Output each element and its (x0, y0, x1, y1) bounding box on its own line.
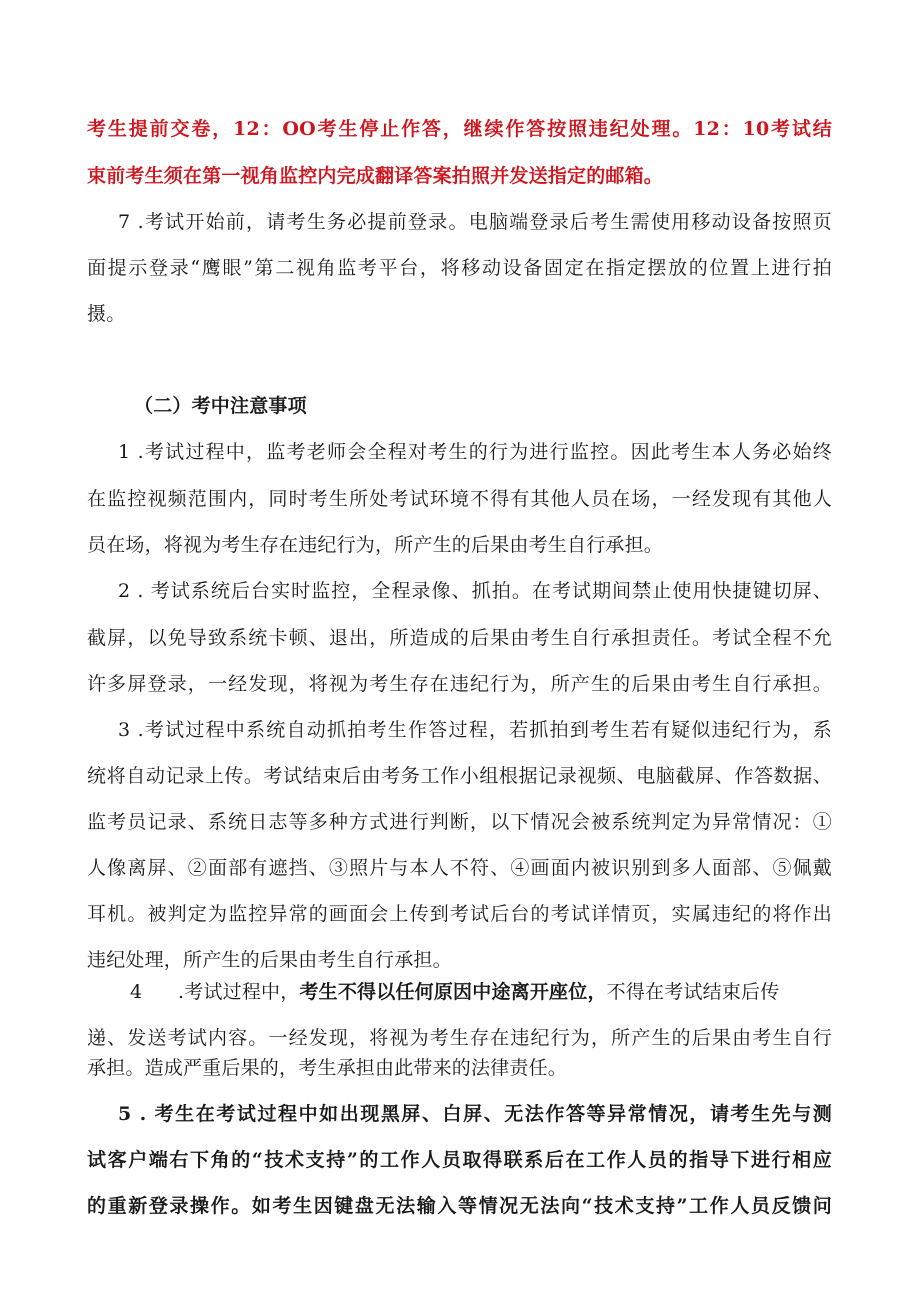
item-5-line-1: 5 . 考生在考试过程中如出现黑屏、白屏、无法作答等异常情况，请考生先与测 (118, 1103, 832, 1125)
item-4-line-1 (178, 980, 779, 1004)
item-4-bold-rule: 考生不得以任何原因中途离开座位， (299, 981, 607, 1003)
section-heading: （二）考中注意事项 (134, 395, 307, 417)
item-5-line-2: 试客户端右下角的“技术支持”的工作人员取得联系后在工作人员的指导下进行相应 (87, 1149, 832, 1171)
red-notice-line-1: 考生提前交卷，12：OO考生停止作答，继续作答按照违纪处理。12：10考试结 (87, 118, 832, 140)
item-1-line-2: 在监控视频范围内，同时考生所处考试环境不得有其他人员在场，一经发现有其他人 (87, 488, 832, 510)
item-3-line-6: 违纪处理，所产生的后果由考生自行承担。 (87, 949, 452, 971)
item-7-line-3: 摄。 (87, 303, 126, 325)
item-4-number: 4 (130, 981, 143, 1003)
item-3-line-1: 3 .考试过程中系统自动抓拍考生作答过程，若抓拍到考生若有疑似违纪行为，系 (118, 719, 832, 741)
item-4-line-2: 递、发送考试内容。一经发现，将视为考生存在违纪行为，所产生的后果由考生自行 (87, 1027, 832, 1049)
item-7-line-2: 面提示登录“鹰眼”第二视角监考平台，将移动设备固定在指定摆放的位置上进行拍 (87, 257, 832, 279)
item-3-line-3: 监考员记录、系统日志等多种方式进行判断，以下情况会被系统判定为异常情况：① (87, 811, 832, 833)
item-1-line-1: 1 .考试过程中，监考老师会全程对考生的行为进行监控。因此考生本人务必始终 (118, 441, 832, 463)
item-4-prefix: .考试过程中， (178, 981, 300, 1003)
item-1-line-3: 员在场，将视为考生存在违纪行为，所产生的后果由考生自行承担。 (87, 534, 664, 556)
item-3-line-5: 耳机。被判定为监控异常的画面会上传到考试后台的考试详情页，实属违纪的将作出 (87, 903, 832, 925)
item-4-line-3: 承担。造成严重后果的，考生承担由此带来的法律责任。 (87, 1057, 568, 1079)
item-2-line-1: 2 . 考试系统后台实时监控，全程录像、抓拍。在考试期间禁止使用快捷键切屏、 (118, 580, 832, 602)
item-2-line-2: 截屏，以免导致系统卡顿、退出，所造成的后果由考生自行承担责任。考试全程不允 (87, 627, 832, 649)
item-3-line-2: 统将自动记录上传。考试结束后由考务工作小组根据记录视频、电脑截屏、作答数据、 (87, 765, 832, 787)
item-5-line-3: 的重新登录操作。如考生因键盘无法输入等情况无法向“技术支持”工作人员反馈问 (87, 1195, 832, 1217)
item-3-line-4: 人像离屏、②面部有遮挡、③照片与本人不符、④画面内被识别到多人面部、⑤佩戴 (87, 857, 832, 879)
red-notice-line-2: 束前考生须在第一视角监控内完成翻译答案拍照并发送指定的邮箱。 (87, 165, 664, 187)
item-4-suffix: 不得在考试结束后传 (606, 981, 780, 1003)
item-7-line-1: 7 .考试开始前，请考生务必提前登录。电脑端登录后考生需使用移动设备按照页 (118, 211, 832, 233)
item-2-line-3: 许多屏登录，一经发现，将视为考生存在违纪行为，所产生的后果由考生自行承担。 (87, 673, 832, 695)
